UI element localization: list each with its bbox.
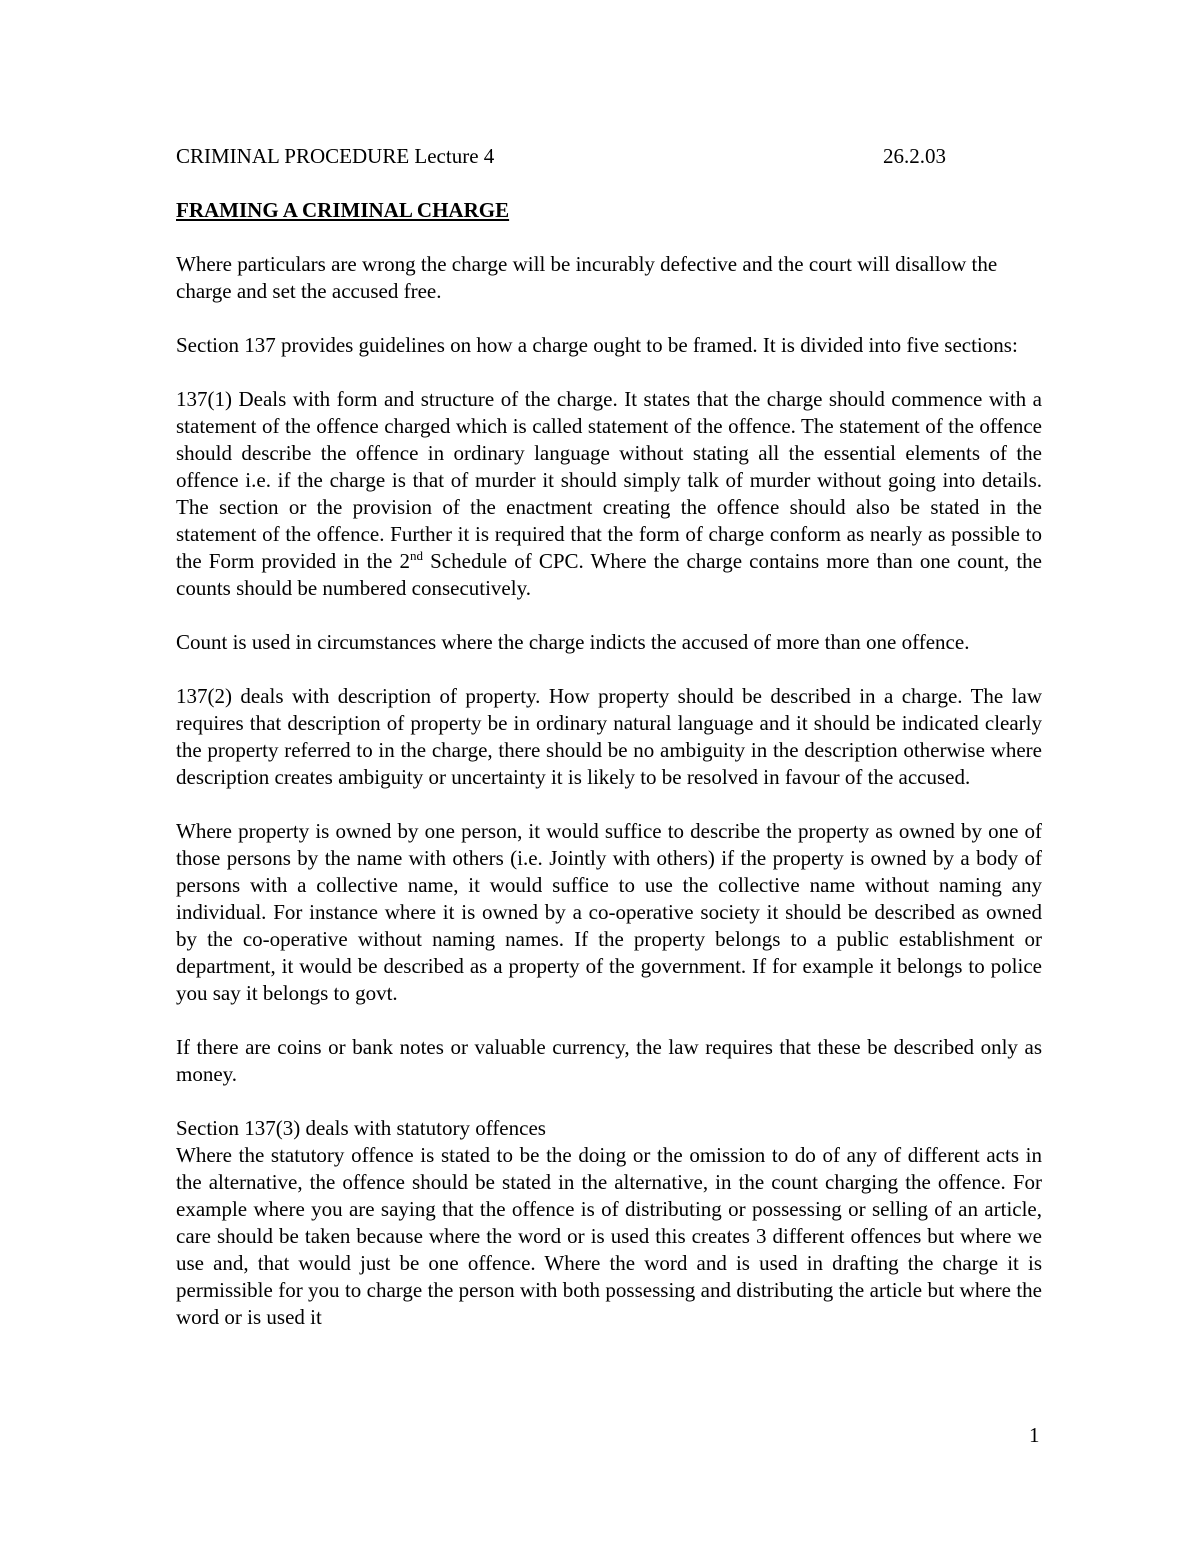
section-title: FRAMING A CRIMINAL CHARGE [176,198,510,222]
document-header [176,143,1042,170]
paragraph-137-2: 137(2) deals with description of property. How property should be described in a charge. The law requires that description of property be in ordinary natural language and it should be indicated clearly the property referred to in the charge, there should be no ambiguity in the description otherwise where description creates ambiguity or uncertainty it is likely to be resolved in favour of the accused. [176,684,1042,789]
course-title: CRIMINAL PROCEDURE Lecture 4 [176,144,495,168]
lecture-date: 26.2.03 [883,144,946,168]
page-number: 1 [1029,1423,1040,1447]
paragraph-property-ownership: Where property is owned by one person, it would suffice to describe the property as owned by one of those persons by the name with others (i.e. Jointly with others) if the property is owned by a body of persons with a collective name, it would suffice to use the collective name without naming any individual. For instance where it is owned by a co-operative society it should be described as owned by the co-operative without naming names. If the property belongs to a public establishment or department, it would be described as a property of the government. If for example it belongs to police you say it belongs to govt. [176,819,1042,1005]
paragraph-137-3: Where the statutory offence is stated to be the doing or the omission to do of any of different acts in the alternative, the offence should be stated in the alternative, in the count charging the offence. For example where you are saying that the offence is of distributing or possessing or selling of an article, care should be taken because where the word or is used this creates 3 different offences but where we use and, that would just be one offence. Where the word and is used in drafting the charge it is permissible for you to charge the person with both possessing and distributing the article but where the word or is used it [176,1143,1042,1329]
superscript-nd: nd [409,548,423,563]
paragraph-137-1 [176,386,1042,602]
paragraph-particulars: Where particulars are wrong the charge will be incurably defective and the court will disallow the charge and set the accused free. [176,252,998,303]
document-body [176,143,1042,1331]
paragraph-count: Count is used in circumstances where the charge indicts the accused of more than one offence. [176,630,970,654]
paragraph-137-1-text-b: Schedule of CPC. Where the charge contains more than one count, the counts should be numbered consecutively. [176,549,1042,600]
paragraph-money: If there are coins or bank notes or valuable currency, the law requires that these be described only as money. [176,1035,1042,1086]
paragraph-section-137: Section 137 provides guidelines on how a charge ought to be framed. It is divided into five sections: [176,333,1018,357]
heading-137-3: Section 137(3) deals with statutory offences [176,1116,546,1140]
paragraph-137-1-text-a: 137(1) Deals with form and structure of the charge. It states that the charge should commence with a statement of the offence charged which is called statement of the offence. The statement of the offence should describe the offence in ordinary language without stating all the essential elements of the offence i.e. if the charge is that of murder it should simply talk of murder without going into details. The section or the provision of the enactment creating the offence should also be stated in the statement of the offence. Further it is required that the form of charge conform as nearly as possible to the Form provided in the 2 [176,387,1042,573]
